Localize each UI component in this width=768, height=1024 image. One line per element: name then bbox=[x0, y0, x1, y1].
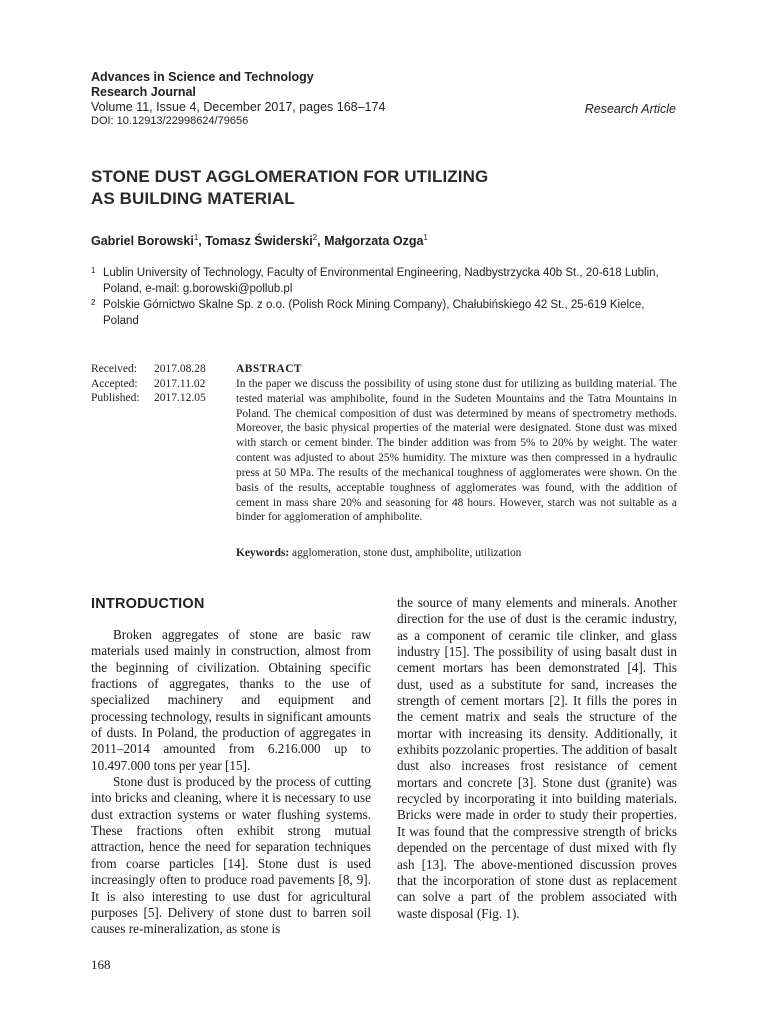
date-value: 2017.11.02 bbox=[154, 377, 206, 390]
body-column-left bbox=[91, 627, 371, 938]
author-affiliation-mark: 2 bbox=[312, 233, 318, 242]
date-row-received bbox=[91, 362, 206, 377]
page-number: 168 bbox=[91, 957, 111, 972]
abstract-heading: ABSTRACT bbox=[236, 363, 303, 375]
author-list bbox=[91, 233, 428, 248]
keywords bbox=[236, 546, 677, 561]
date-value: 2017.12.05 bbox=[154, 392, 206, 405]
doi-link[interactable]: DOI: 10.12913/22998624/79656 bbox=[91, 115, 249, 127]
affiliation-text: Lublin University of Technology, Faculty of Environmental Engineering, Nadbystrzycka 40b St., 20-618 Lublin, Poland, e-mail: g.borowski@pollub.pl bbox=[103, 267, 659, 295]
affiliation-text: Polskie Górnictwo Skalne Sp. z o.o. (Polish Rock Mining Company), Chałubińskiego 42 St., 25-619 Kielce, Poland bbox=[103, 299, 645, 327]
author-name: Gabriel Borowski bbox=[91, 234, 194, 249]
date-value: 2017.08.28 bbox=[154, 363, 206, 375]
introduction-heading: INTRODUCTION bbox=[91, 596, 205, 612]
journal-header bbox=[91, 70, 511, 128]
abstract bbox=[236, 362, 677, 525]
author-separator: , bbox=[317, 234, 325, 249]
paper-title bbox=[91, 166, 511, 210]
affiliation-1 bbox=[91, 265, 677, 297]
paper-title-line-1: STONE DUST AGGLOMERATION FOR UTILIZING bbox=[91, 167, 489, 186]
date-row-accepted bbox=[91, 377, 206, 392]
date-label: Received: bbox=[91, 363, 137, 375]
author-name: Małgorzata Ozga bbox=[324, 234, 424, 249]
author-separator: , bbox=[198, 234, 206, 249]
publication-dates bbox=[91, 362, 206, 406]
keywords-text: agglomeration, stone dust, amphibolite, utilization bbox=[292, 547, 522, 559]
body-paragraph: Stone dust is produced by the process of cutting into bricks and cleaning, where it is necessary to use dust extraction systems or water flushing systems. These fractions often exhibit strong mutual attraction, hence the need for separation techniques from coarse particles [14]. Stone dust is used increasingly often to produce road pavements [8, 9]. It is also interesting to use dust for agricultural purposes [5]. Delivery of stone dust to barren soil causes re-mineralization, as stone is bbox=[91, 774, 371, 937]
keywords-label: Keywords: bbox=[236, 547, 290, 559]
volume-info: Volume 11, Issue 4, December 2017, pages 168–174 bbox=[91, 100, 386, 114]
body-paragraph: the source of many elements and minerals. Another direction for the use of dust is the ceramic industry, as a component of ceramic tile clinker, and glass industry [15]. The possibility of using basalt dust in cement mortars has been demonstrated [4]. This dust, used as a substitute for sand, increases the strength of cement mortars [2]. It fills the pores in the cement matrix and seals the structure of the mortar with increasing its density. Additionally, it exhibits pozzolanic properties. The addition of basalt dust also increases frost resistance of cement mortars and concrete [3]. Stone dust (granite) was recycled by incorporating it into building materials. Bricks were made in order to study their properties. It was found that the compressive strength of bricks depended on the percentage of dust mixed with fly ash [13]. The above-mentioned discussion proves that the incorporation of stone dust as replacement can solve a part of the problem associated with waste disposal (Fig. 1). bbox=[397, 595, 677, 921]
affiliation-number: 1 bbox=[91, 266, 96, 275]
affiliation-2 bbox=[91, 297, 677, 329]
abstract-text: In the paper we discuss the possibility of using stone dust for utilizing as building material. The tested material was amphibolite, found in the Sudeten Mountains and the Tatra Mountains in Poland. The chemical composition of dust was determined by means of spectrometry methods. Moreover, the basic physical properties of the material were designated. Stone dust was mixed with starch or cement binder. The binder addition was from 5% to 20% by weight. The water content was adjusted to about 25% humidity. The mixture was then compressed in a hydraulic press at 50 MPa. The results of the mechanical toughness of agglomerates were shown. On the basis of the results, acceptable toughness of agglomerates was found, with the addition of cement in mass share 20% and seasoning for 48 hours. However, starch was not suitable as a binder for agglomeration of amphibolite. bbox=[236, 377, 677, 524]
author-affiliation-mark: 1 bbox=[423, 233, 428, 242]
author-affiliation-mark: 1 bbox=[193, 233, 199, 242]
journal-subtitle: Research Journal bbox=[91, 85, 196, 99]
article-type: Research Article bbox=[584, 102, 676, 116]
date-label: Published: bbox=[91, 392, 140, 405]
date-row-published bbox=[91, 391, 206, 406]
body-paragraph: Broken aggregates of stone are basic raw materials used mainly in construction, almost from the beginning of civilization. Obtaining specific fractions of aggregates, thanks to the use of specialized machinery and equipment and processing technology, results in significant amounts of dusts. In Poland, the production of aggregates in 2011–2014 amounted from 6.216.000 up to 10.497.000 tons per year [15]. bbox=[91, 627, 371, 773]
affiliation-number: 2 bbox=[91, 298, 96, 307]
paper-title-line-2: AS BUILDING MATERIAL bbox=[91, 189, 295, 208]
author-name: Tomasz Świderski bbox=[205, 234, 313, 249]
body-column-right bbox=[397, 595, 677, 922]
journal-name: Advances in Science and Technology bbox=[91, 70, 314, 84]
date-label: Accepted: bbox=[91, 377, 138, 390]
